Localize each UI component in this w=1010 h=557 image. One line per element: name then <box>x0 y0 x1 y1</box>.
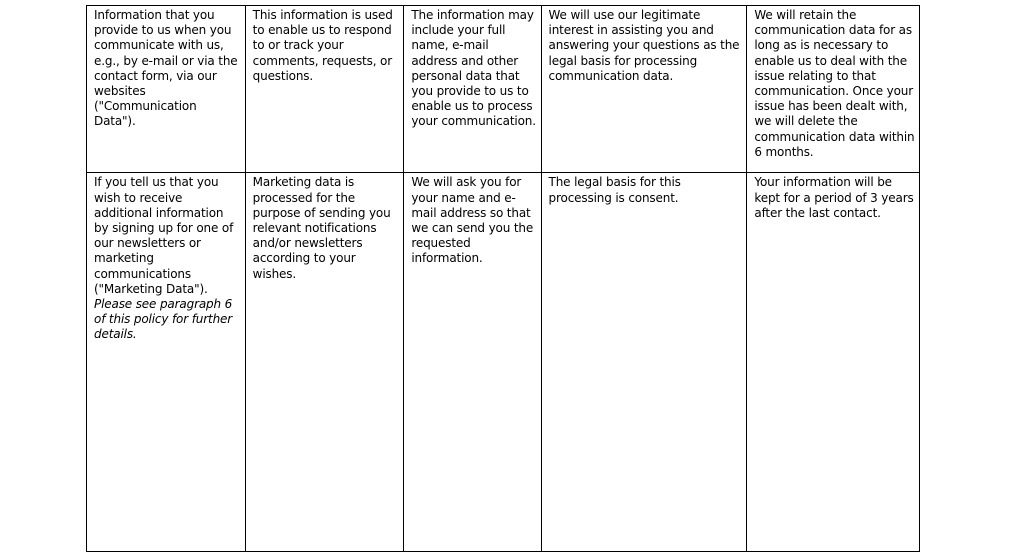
table-row <box>87 173 920 552</box>
cell-text: We will use our legitimate interest in assisting you and answering your questions as the legal basis for processing communication data. <box>548 8 740 83</box>
further-details-note: Please see paragraph 6 of this policy for further details. <box>94 296 233 342</box>
table-cell-data-collected <box>404 6 541 173</box>
table-cell-purpose <box>245 173 404 552</box>
table-cell-data-category <box>87 6 246 173</box>
cell-text: The information may include your full name, e-mail address and other personal data that you provide to us to enable us to process your communication. <box>411 8 536 129</box>
cell-text: We will ask you for your name and e-mail address so that we can send you the requested information. <box>411 175 534 266</box>
table-cell-purpose <box>245 6 404 173</box>
data-processing-table <box>86 5 920 552</box>
table-cell-retention <box>747 6 920 173</box>
table-row <box>87 6 920 173</box>
table-cell-legal-basis <box>541 173 747 552</box>
cell-text: This information is used to enable us to respond to or track your comments, requests, or questions. <box>252 8 393 83</box>
table-cell-data-collected <box>404 173 541 552</box>
cell-text: The legal basis for this processing is consent. <box>548 175 681 205</box>
table-cell-legal-basis <box>541 6 747 173</box>
cell-text: We will retain the communication data for as long as is necessary to enable us to deal with the issue relating to that communication. Once your issue has been dealt with, we will delete the communication data within 6 months. <box>754 8 915 159</box>
cell-text: Marketing data is processed for the purpose of sending you relevant notifications and/or newsletters according to your wishes. <box>252 175 391 281</box>
cell-text: Information that you provide to us when you communicate with us, e.g., by e-mail or via the contact form, via our websites ("Communication Data"). <box>94 8 238 129</box>
table-cell-data-category <box>87 173 246 552</box>
table-cell-retention <box>747 173 920 552</box>
cell-text: Your information will be kept for a period of 3 years after the last contact. <box>754 175 914 220</box>
cell-text: If you tell us that you wish to receive additional information by signing up for one of our newsletters or marketing communications ("Marketing Data"). <box>94 175 234 296</box>
